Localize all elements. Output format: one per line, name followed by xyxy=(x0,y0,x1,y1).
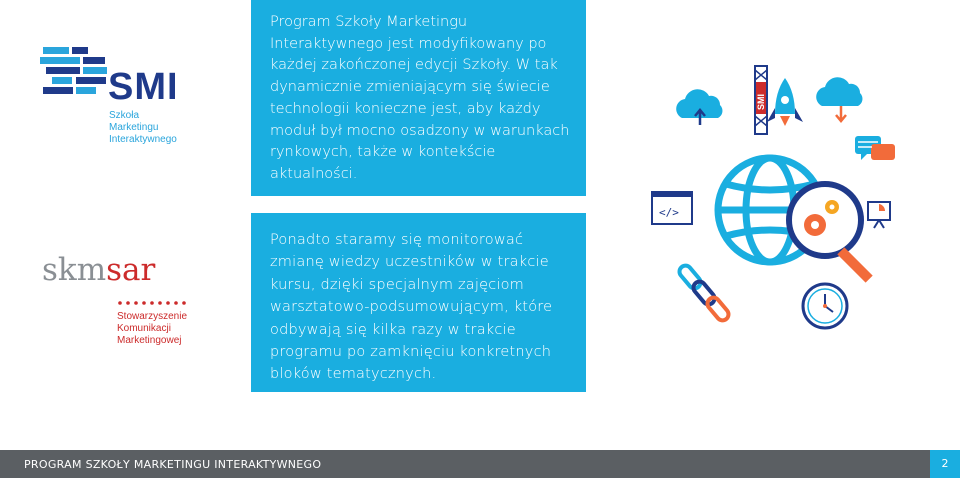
footer-title: PROGRAM SZKOŁY MARKETINGU INTERAKTYWNEGO xyxy=(24,458,322,471)
skmsar-logo-grey: skm xyxy=(42,252,107,288)
skmsar-subtitle xyxy=(117,311,187,347)
skmsar-logo-red: sar xyxy=(106,252,156,288)
program-description-text: Program Szkoły Marketingu Interaktywnego jest modyfikowany po każdej zakończonej edycji Szkoły. W tak dynamicznie zmieniającym się świecie technologii konieczne jest, aby każdy moduł był mocno osadzony w warunkach rynkowych, także w kontekście aktualności. xyxy=(270,14,570,182)
monitoring-description-text: Ponadto staramy się monitorować zmianę wiedzy uczestników w trakcie kursu, dzięki specjalnym zajęciom warsztatowo-podsumowującym, które odbywają się kilka razy w trakcie programu po zamknięciu konkretnych bloków tematycznych. xyxy=(270,232,553,383)
skmsar-subtitle-line: Marketingowej xyxy=(117,335,182,346)
magnifier-gears-icon xyxy=(789,184,873,283)
smi-subtitle-line: Szkoła xyxy=(109,110,140,121)
clock-icon xyxy=(803,284,847,328)
smi-tower-icon xyxy=(755,66,767,134)
rocket-icon xyxy=(767,78,803,126)
skmsar-dots xyxy=(117,300,187,306)
skmsar-subtitle-line: Stowarzyszenie xyxy=(117,311,188,322)
skmsar-subtitle-line: Komunikacji xyxy=(117,323,171,334)
code-window-icon xyxy=(652,192,692,224)
smi-subtitle xyxy=(109,110,177,146)
smi-subtitle-line: Interaktywnego xyxy=(109,134,177,145)
page-number: 2 xyxy=(930,450,960,478)
presentation-board-icon xyxy=(868,202,890,228)
monitoring-description-panel xyxy=(251,213,586,392)
code-window-label: </> xyxy=(659,206,679,219)
smi-tower-label: SMI xyxy=(756,93,766,110)
marketing-illustration xyxy=(640,60,900,350)
smi-brand: SMI xyxy=(108,66,179,108)
cloud-upload-icon xyxy=(676,89,722,125)
cloud-download-icon xyxy=(816,77,862,121)
chain-link-icon xyxy=(677,263,731,323)
page-footer xyxy=(0,450,960,478)
smi-subtitle-line: Marketingu xyxy=(109,122,159,133)
program-description-panel xyxy=(251,0,586,196)
chat-bubbles-icon xyxy=(855,136,895,160)
skmsar-logo xyxy=(42,252,155,288)
